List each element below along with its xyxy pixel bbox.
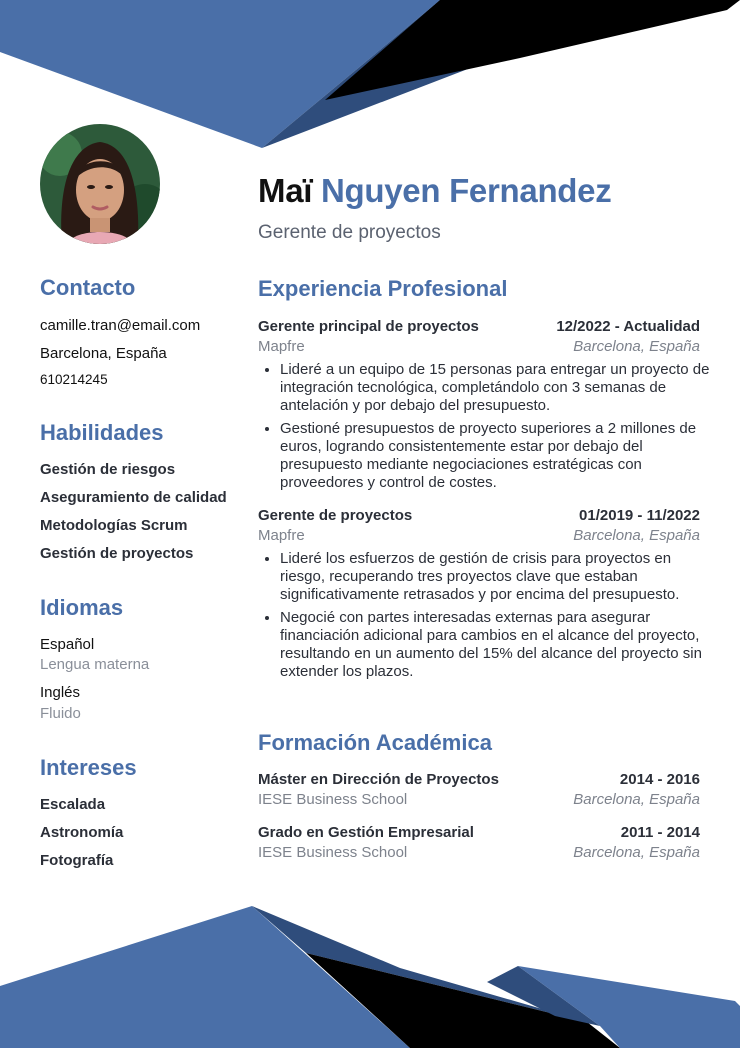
job-location: Barcelona, España <box>573 527 700 544</box>
education-meta <box>258 844 700 861</box>
job-dates: 12/2022 - Actualidad <box>556 318 700 335</box>
experience-heading: Experiencia Profesional <box>258 276 508 301</box>
language-level: Lengua materna <box>40 656 150 673</box>
skills-heading: Habilidades <box>40 420 164 445</box>
education-degree: Máster en Dirección de Proyectos <box>258 771 499 788</box>
skill-item: Gestión de riesgos <box>40 461 176 478</box>
job-title: Gerente de proyectos <box>258 507 413 524</box>
interest-item: Astronomía <box>40 824 124 841</box>
job-bullet: • Lideré los esfuerzos de gestión de crisis para proyectos en riesgo, recuperando tres proyectos clave que estaban significativamente retrasados y por encima del presupuesto. <box>280 550 720 604</box>
education-header <box>258 771 700 788</box>
full-name <box>258 172 611 210</box>
job-meta <box>258 527 700 544</box>
education-location: Barcelona, España <box>573 844 700 861</box>
language-name: Español <box>40 636 95 653</box>
education-school: IESE Business School <box>258 844 408 861</box>
language-level: Fluido <box>40 705 81 722</box>
job-header <box>258 507 700 524</box>
education-degree: Grado en Gestión Empresarial <box>258 824 474 841</box>
contact-email[interactable]: camille.tran@email.com <box>40 317 201 334</box>
job-bullets <box>262 550 720 686</box>
skill-item: Gestión de proyectos <box>40 545 194 562</box>
interests-heading: Intereses <box>40 755 137 780</box>
education-meta <box>258 791 700 808</box>
job-bullet: • Negocié con partes interesadas externas para asegurar financiación adicional para cambios en el alcance del proyecto, resultando en un aumento del 15% del alcance del proyecto sin extender los plazos. <box>280 609 720 681</box>
job-meta <box>258 338 700 355</box>
job-header <box>258 318 700 335</box>
footer-decoration <box>0 896 740 1048</box>
contact-phone[interactable]: 610214245 <box>40 372 108 387</box>
job-company: Mapfre <box>258 338 305 355</box>
last-name: Nguyen Fernandez <box>321 172 612 209</box>
contact-location: Barcelona, España <box>40 345 167 362</box>
job-location: Barcelona, España <box>573 338 700 355</box>
interest-item: Escalada <box>40 796 106 813</box>
job-bullet: • Lideré a un equipo de 15 personas para entregar un proyecto de integración tecnológica, completándolo con 3 semanas de antelación y por debajo del presupuesto. <box>280 361 720 415</box>
education-school: IESE Business School <box>258 791 408 808</box>
job-role: Gerente de proyectos <box>258 222 441 243</box>
skill-item: Aseguramiento de calidad <box>40 489 227 506</box>
job-company: Mapfre <box>258 527 305 544</box>
job-title: Gerente principal de proyectos <box>258 318 479 335</box>
skill-item: Metodologías Scrum <box>40 517 188 534</box>
education-dates: 2014 - 2016 <box>619 771 700 788</box>
first-name: Maï <box>258 172 313 209</box>
job-bullets <box>262 361 720 497</box>
language-name: Inglés <box>40 684 81 701</box>
job-bullet: • Gestioné presupuestos de proyecto superiores a 2 millones de euros, logrando consistentemente estar por debajo del presupuesto mediante negociaciones estratégicas con proveedores y control de costes. <box>280 420 720 492</box>
job-dates: 01/2019 - 11/2022 <box>579 507 700 524</box>
education-location: Barcelona, España <box>573 791 700 808</box>
contact-heading: Contacto <box>40 275 136 300</box>
education-header <box>258 824 700 841</box>
education-heading: Formación Académica <box>258 730 492 755</box>
profile-photo <box>40 124 160 244</box>
education-dates: 2011 - 2014 <box>620 824 700 841</box>
languages-heading: Idiomas <box>40 595 124 620</box>
interest-item: Fotografía <box>40 852 114 869</box>
